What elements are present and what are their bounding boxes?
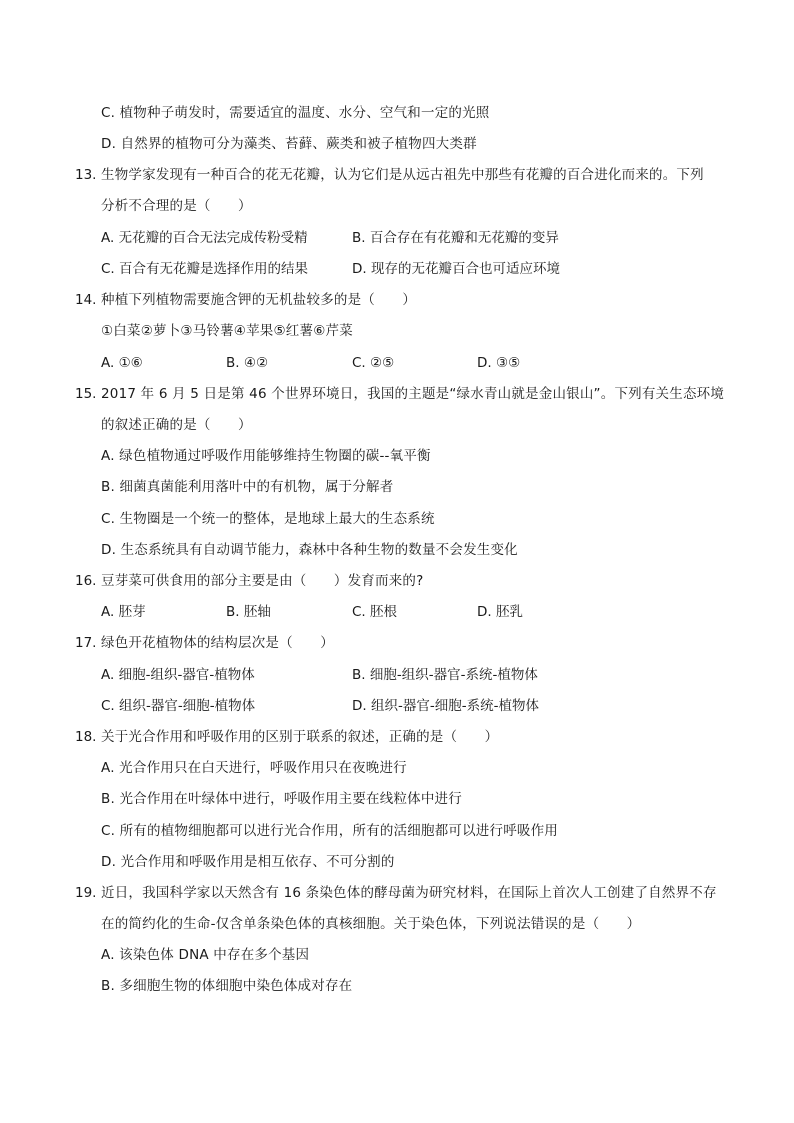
q18-option-d: D. 光合作用和呼吸作用是相互依存、不可分割的: [101, 854, 395, 870]
q19-stem-line2: 在的简约化的生命-仅含单条染色体的真核细胞。关于染色体，下列说法错误的是（ ）: [101, 916, 641, 932]
q16-option-d: D. 胚乳: [477, 604, 523, 620]
q18-stem: 关于光合作用和呼吸作用的区别于联系的叙述，正确的是（ ）: [101, 729, 499, 745]
q16-stem: 豆芽菜可供食用的部分主要是由（ ）发育而来的?: [101, 573, 424, 589]
q19-option-b: B. 多细胞生物的体细胞中染色体成对存在: [101, 978, 353, 994]
q14-option-c: C. ②⑤: [352, 355, 395, 371]
q15-option-d: D. 生态系统具有自动调节能力，森林中各种生物的数量不会发生变化: [101, 542, 518, 558]
q18-option-a: A. 光合作用只在白天进行，呼吸作用只在夜晚进行: [101, 760, 407, 776]
q17-option-b: B. 细胞-组织-器官-系统-植物体: [352, 667, 538, 683]
q14-stem: 种植下列植物需要施含钾的无机盐较多的是（ ）: [101, 292, 417, 308]
q13-stem-line2: 分析不合理的是（ ）: [101, 198, 252, 214]
q18-option-c: C. 所有的植物细胞都可以进行光合作用，所有的活细胞都可以进行呼吸作用: [101, 823, 559, 839]
q15-stem-line2: 的叙述正确的是（ ）: [101, 417, 252, 433]
q17-option-d: D. 组织-器官-细胞-系统-植物体: [352, 698, 539, 714]
q15-number: 15.: [75, 386, 97, 402]
q16-option-b: B. 胚轴: [226, 604, 271, 620]
q19-stem-line1: 近日，我国科学家以天然含有 16 条染色体的酵母菌为研究材料，在国际上首次人工创建了自然界不存: [101, 885, 717, 901]
q16-option-a: A. 胚芽: [101, 604, 146, 620]
q13-number: 13.: [75, 167, 97, 183]
q14-option-b: B. ④②: [226, 355, 269, 371]
q14-option-d: D. ③⑤: [477, 355, 521, 371]
q14-option-a: A. ①⑥: [101, 355, 143, 371]
q16-option-c: C. 胚根: [352, 604, 398, 620]
q14-items: ①白菜②萝卜③马铃薯④苹果⑤红薯⑥芹菜: [101, 323, 353, 339]
q19-option-a: A. 该染色体 DNA 中存在多个基因: [101, 947, 310, 963]
q17-option-c: C. 组织-器官-细胞-植物体: [101, 698, 256, 714]
q15-option-b: B. 细菌真菌能利用落叶中的有机物，属于分解者: [101, 479, 394, 495]
q13-option-c: C. 百合有无花瓣是选择作用的结果: [101, 261, 309, 277]
q17-number: 17.: [75, 635, 97, 651]
q13-option-b: B. 百合存在有花瓣和无花瓣的变异: [352, 230, 559, 246]
q12-option-d: D. 自然界的植物可分为藻类、苔藓、蕨类和被子植物四大类群: [101, 136, 477, 152]
q17-option-a: A. 细胞-组织-器官-植物体: [101, 667, 255, 683]
q15-option-c: C. 生物圈是一个统一的整体，是地球上最大的生态系统: [101, 511, 435, 527]
q13-option-d: D. 现存的无花瓣百合也可适应环境: [352, 261, 560, 277]
q18-option-b: B. 光合作用在叶绿体中进行，呼吸作用主要在线粒体中进行: [101, 791, 462, 807]
q13-stem-line1: 生物学家发现有一种百合的花无花瓣，认为它们是从远古祖先中那些有花瓣的百合进化而来的。下列: [101, 167, 704, 183]
q12-option-c: C. 植物种子萌发时，需要适宜的温度、水分、空气和一定的光照: [101, 105, 490, 121]
q14-number: 14.: [75, 292, 97, 308]
q17-stem: 绿色开花植物体的结构层次是（ ）: [101, 635, 334, 651]
q16-number: 16.: [75, 573, 97, 589]
q15-option-a: A. 绿色植物通过呼吸作用能够维持生物圈的碳--氧平衡: [101, 448, 431, 464]
q19-number: 19.: [75, 885, 97, 901]
q15-stem-line1: 2017 年 6 月 5 日是第 46 个世界环境日，我国的主题是“绿水青山就是金山银山”。下列有关生态环境: [101, 386, 725, 402]
q13-option-a: A. 无花瓣的百合无法完成传粉受精: [101, 230, 308, 246]
q18-number: 18.: [75, 729, 97, 745]
